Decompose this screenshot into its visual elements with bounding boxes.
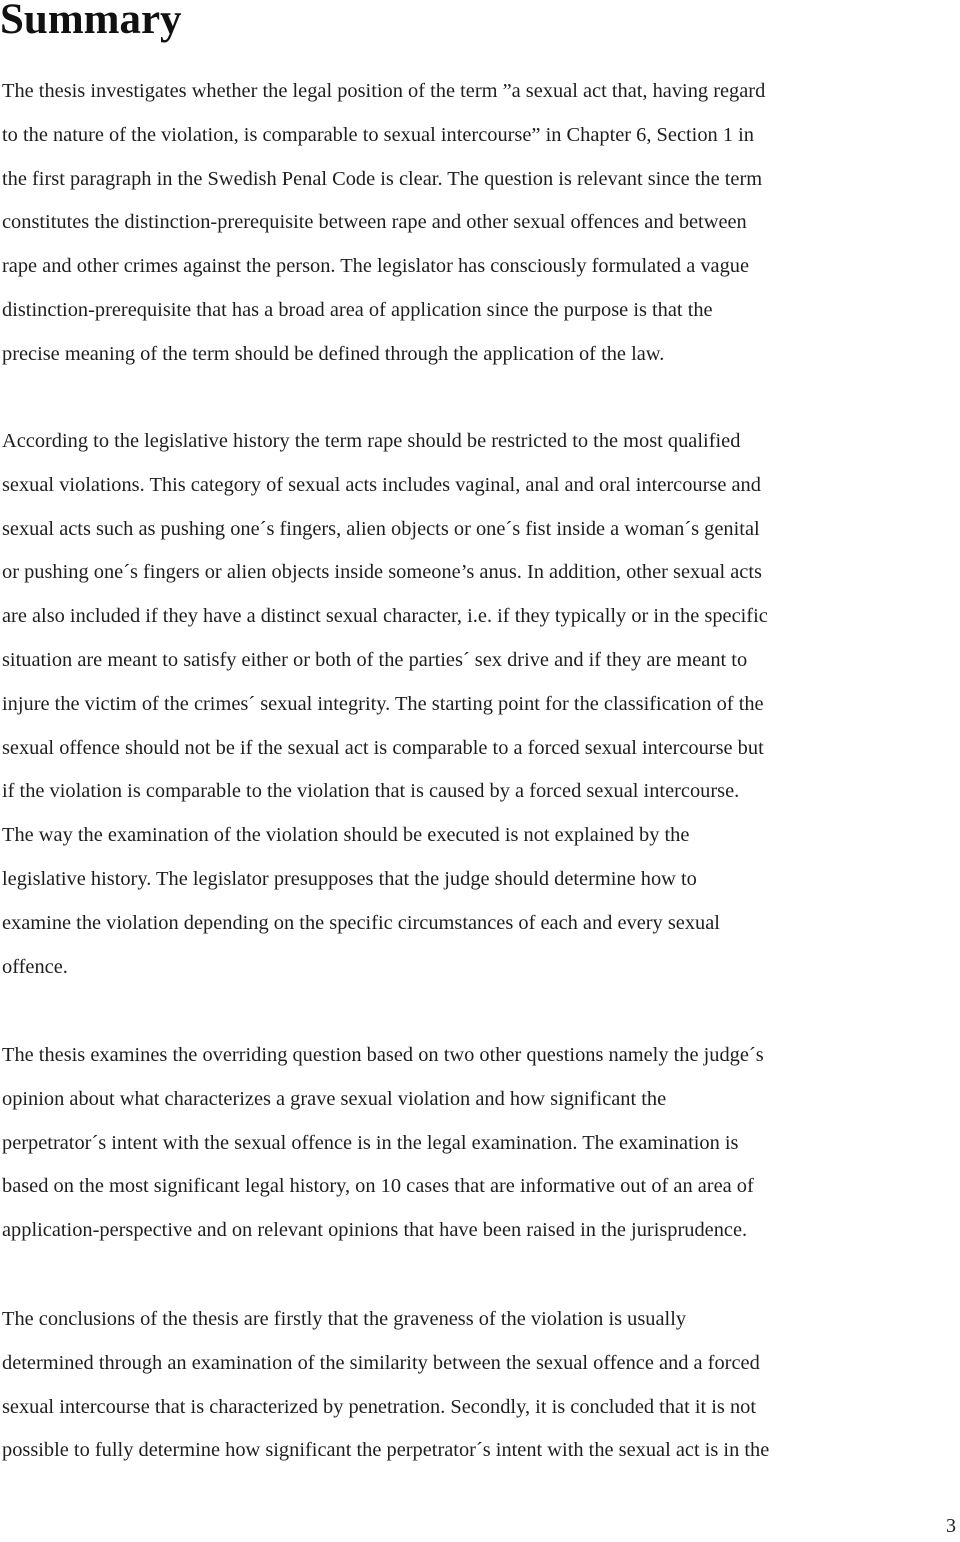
text-line: opinion about what characterizes a grave sexual violation and how significant the: [2, 1087, 667, 1110]
text-line: sexual acts such as pushing one´s fingers, alien objects or one´s fist inside a woman´s genital: [2, 517, 760, 540]
text-line: The conclusions of the thesis are firstly that the graveness of the violation is usually: [2, 1308, 687, 1330]
text-line: The thesis examines the overriding question based on two other questions namely the judge´s: [2, 1044, 764, 1066]
text-line: the first paragraph in the Swedish Penal Code is clear. The question is relevant since the term: [2, 167, 763, 190]
text-line: The way the examination of the violation should be executed is not explained by the: [2, 824, 690, 847]
text-line: offence.: [2, 955, 68, 978]
text-line: The thesis investigates whether the legal position of the term ”a sexual act that, having regard: [2, 80, 766, 102]
page-number: 3: [946, 1515, 956, 1537]
text-line: sexual offence should not be if the sexual act is comparable to a forced sexual intercourse but: [2, 736, 764, 759]
text-line: legislative history. The legislator presupposes that the judge should determine how to: [2, 867, 697, 890]
text-line: According to the legislative history the term rape should be restricted to the most qualified: [2, 430, 741, 452]
text-line: are also included if they have a distinct sexual character, i.e. if they typically or in the specific: [2, 605, 768, 628]
paragraph-2: [2, 420, 960, 989]
text-line: examine the violation depending on the specific circumstances of each and every sexual: [2, 911, 720, 934]
text-line: application-perspective and on relevant opinions that have been raised in the jurisprudence.: [2, 1219, 748, 1242]
paragraph-4: [2, 1298, 960, 1473]
text-line: determined through an examination of the similarity between the sexual offence and a forced: [2, 1351, 760, 1374]
text-line: to the nature of the violation, is comparable to sexual intercourse” in Chapter 6, Section 1 in: [2, 123, 754, 146]
text-line: based on the most significant legal history, on 10 cases that are informative out of an area of: [2, 1175, 754, 1198]
text-line: if the violation is comparable to the violation that is caused by a forced sexual intercourse.: [2, 780, 740, 803]
paragraph-1: [2, 70, 960, 377]
text-line: distinction-prerequisite that has a broad area of application since the purpose is that the: [2, 298, 713, 321]
text-line: or pushing one´s fingers or alien objects inside someone’s anus. In addition, other sexual acts: [2, 561, 762, 584]
text-line: sexual intercourse that is characterized by penetration. Secondly, it is concluded that it is not: [2, 1395, 757, 1418]
text-line: situation are meant to satisfy either or both of the parties´ sex drive and if they are meant to: [2, 648, 748, 671]
text-line: perpetrator´s intent with the sexual offence is in the legal examination. The examination is: [2, 1131, 739, 1154]
text-line: rape and other crimes against the person. The legislator has consciously formulated a vague: [2, 255, 750, 278]
text-line: constitutes the distinction-prerequisite between rape and other sexual offences and between: [2, 211, 747, 234]
text-line: sexual violations. This category of sexual acts includes vaginal, anal and oral intercourse and: [2, 473, 761, 496]
text-line: injure the victim of the crimes´ sexual integrity. The starting point for the classification of the: [2, 692, 764, 715]
text-line: precise meaning of the term should be defined through the application of the law.: [2, 342, 665, 365]
page-title: Summary: [0, 0, 182, 43]
paragraph-3: [2, 1034, 960, 1253]
text-line: possible to fully determine how significant the perpetrator´s intent with the sexual act is in the: [2, 1439, 770, 1462]
